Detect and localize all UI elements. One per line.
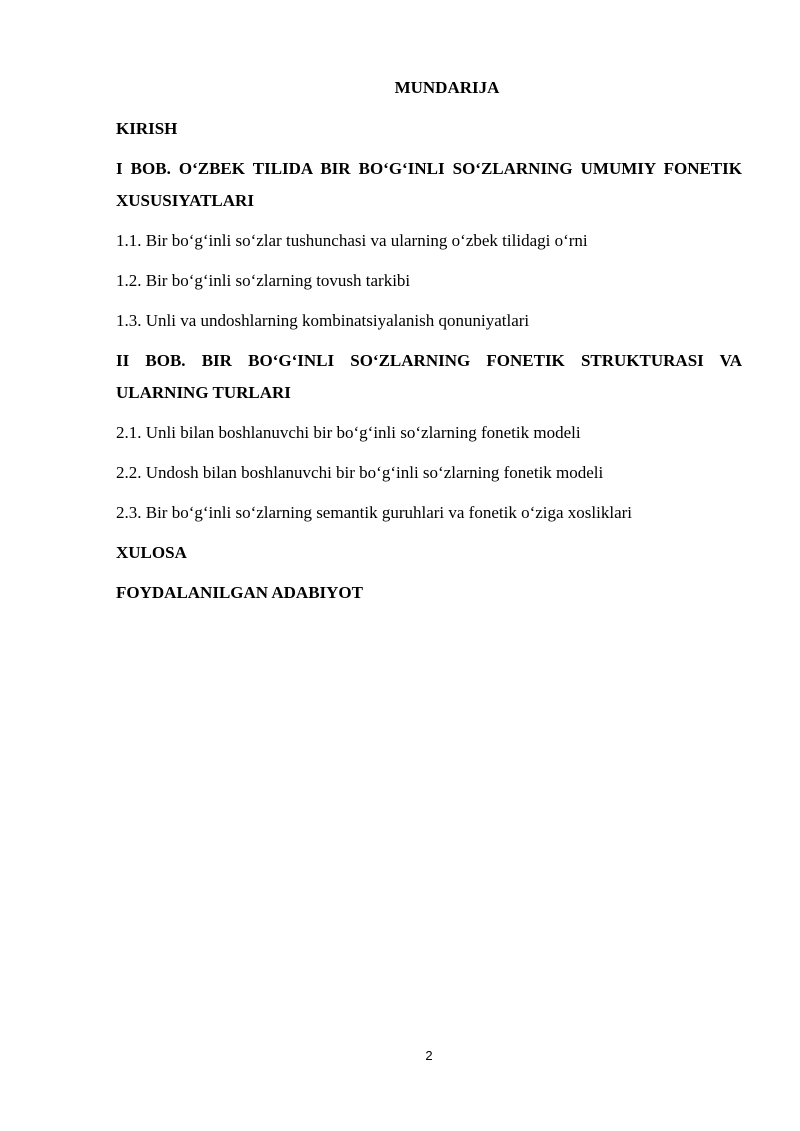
toc-entry-1-3: 1.3. Unli va undoshlarning kombinatsiyalanish qonuniyatlari — [116, 311, 530, 330]
toc-entry-conclusion: XULOSA — [116, 543, 187, 562]
toc-entry-1-1: 1.1. Bir bo‘g‘inli so‘zlar tushunchasi va ularning o‘zbek tilidagi o‘rni — [116, 231, 588, 250]
toc-chapter-2-heading: II BOB. BIR BO‘G‘INLI SO‘ZLARNING FONETIK STRUKTURASI VA ULARNING TURLARI — [116, 351, 742, 402]
toc-chapter-1-heading: I BOB. O‘ZBEK TILIDA BIR BO‘G‘INLI SO‘ZLARNING UMUMIY FONETIK XUSUSIYATLARI — [116, 159, 742, 210]
page-title: MUNDARIJA — [394, 78, 500, 97]
table-of-contents — [116, 117, 742, 621]
toc-entry-2-2: 2.2. Undosh bilan boshlanuvchi bir bo‘g‘inli so‘zlarning fonetik modeli — [116, 463, 604, 482]
toc-entry-2-3: 2.3. Bir bo‘g‘inli so‘zlarning semantik guruhlari va fonetik o‘ziga xosliklari — [116, 503, 633, 522]
toc-entry-intro: KIRISH — [116, 119, 178, 138]
toc-entry-2-1: 2.1. Unli bilan boshlanuvchi bir bo‘g‘inli so‘zlarning fonetik modeli — [116, 423, 581, 442]
toc-entry-references: FOYDALANILGAN ADABIYOT — [116, 583, 363, 602]
page-number: 2 — [425, 1048, 433, 1063]
toc-entry-1-2: 1.2. Bir bo‘g‘inli so‘zlarning tovush tarkibi — [116, 271, 411, 290]
